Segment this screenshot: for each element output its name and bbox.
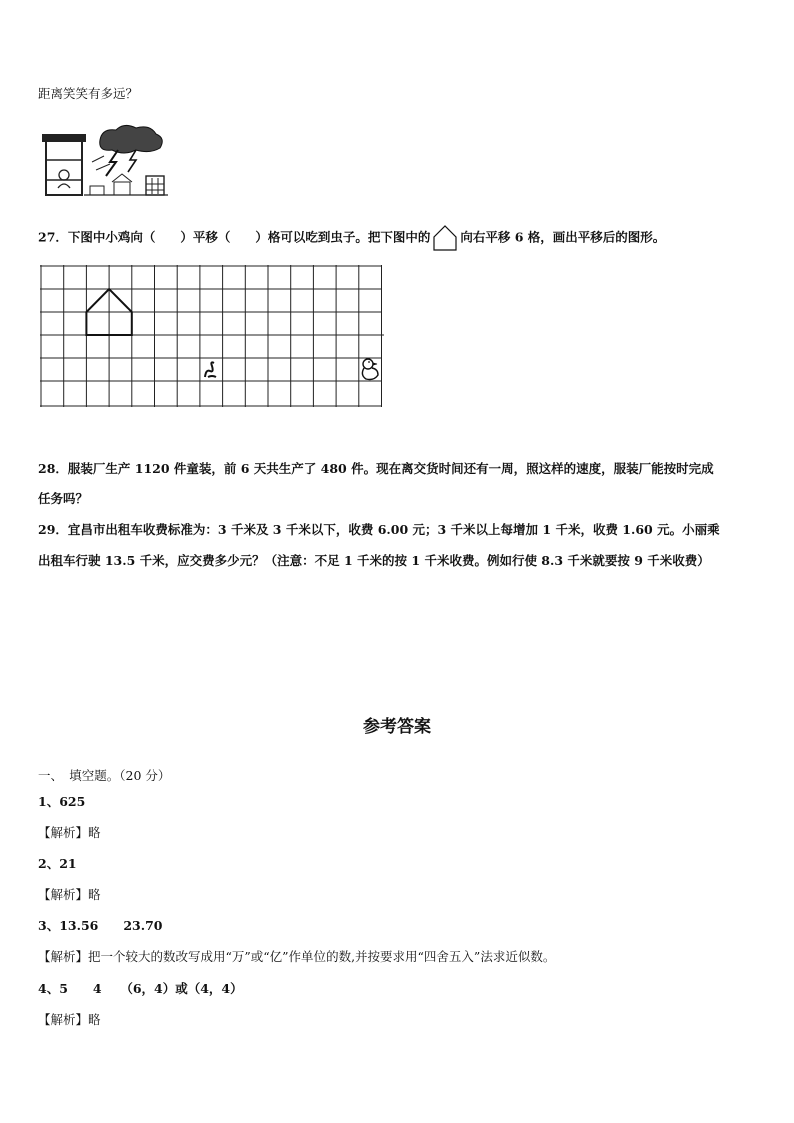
analysis-4: 【解析】略 xyxy=(38,1012,101,1027)
window-roof xyxy=(42,134,86,142)
analysis-1: 【解析】略 xyxy=(38,825,101,840)
question-29-line-2: 出租车行驶 13.5 千米，应交费多少元？（注意：不足 1 千米的按 1 千米收费。例如行使 8.3 千米就要按 9 千米收费） xyxy=(38,553,710,568)
section-heading: 一、 填空题。（20 分） xyxy=(38,768,171,783)
question-28-line-2: 任务吗？ xyxy=(38,491,89,506)
question-28-line-1: 28．服装厂生产 1120 件童装，前 6 天共生产了 480 件。现在离交货时间还有一周，照这样的速度，服装厂能按时完成 xyxy=(38,461,714,476)
question-27 xyxy=(38,225,665,251)
answer-4: 4、5 4 （6，4）或（4，4） xyxy=(38,981,243,996)
house-shape-icon xyxy=(432,225,458,251)
window-frame xyxy=(46,140,82,195)
question-tail-text: 距离笑笑有多远？ xyxy=(38,86,139,101)
answer-key-title: 参考答案 xyxy=(363,717,431,737)
answer-1: 1、625 xyxy=(38,794,86,809)
question-29-line-1: 29．宜昌市出租车收费标准为：3 千米及 3 千米以下，收费 6.00 元；3 千米以上每增加 1 千米，收费 1.60 元。小丽乘 xyxy=(38,522,720,537)
chick-icon xyxy=(362,359,378,380)
translation-grid xyxy=(40,265,386,411)
storm-illustration xyxy=(40,120,170,200)
analysis-2: 【解析】略 xyxy=(38,887,101,902)
answer-3: 3、13.56 23.70 xyxy=(38,918,163,933)
person-head xyxy=(59,170,69,180)
tall-building xyxy=(146,176,164,195)
question-27-text-a: 27．下图中小鸡向（ ）平移（ ）格可以吃到虫子。把下图中的 xyxy=(38,229,431,245)
lightning-bolt xyxy=(106,150,118,176)
question-27-text-b: 向右平移 6 格，画出平移后的图形。 xyxy=(460,229,666,245)
worm-icon xyxy=(205,362,216,377)
analysis-3: 【解析】把一个较大的数改写成用“万”或“亿”作单位的数,并按要求用“四舍五入”法求近似数。 xyxy=(38,949,556,964)
answer-2: 2、21 xyxy=(38,856,77,871)
storm-cloud xyxy=(100,125,163,153)
